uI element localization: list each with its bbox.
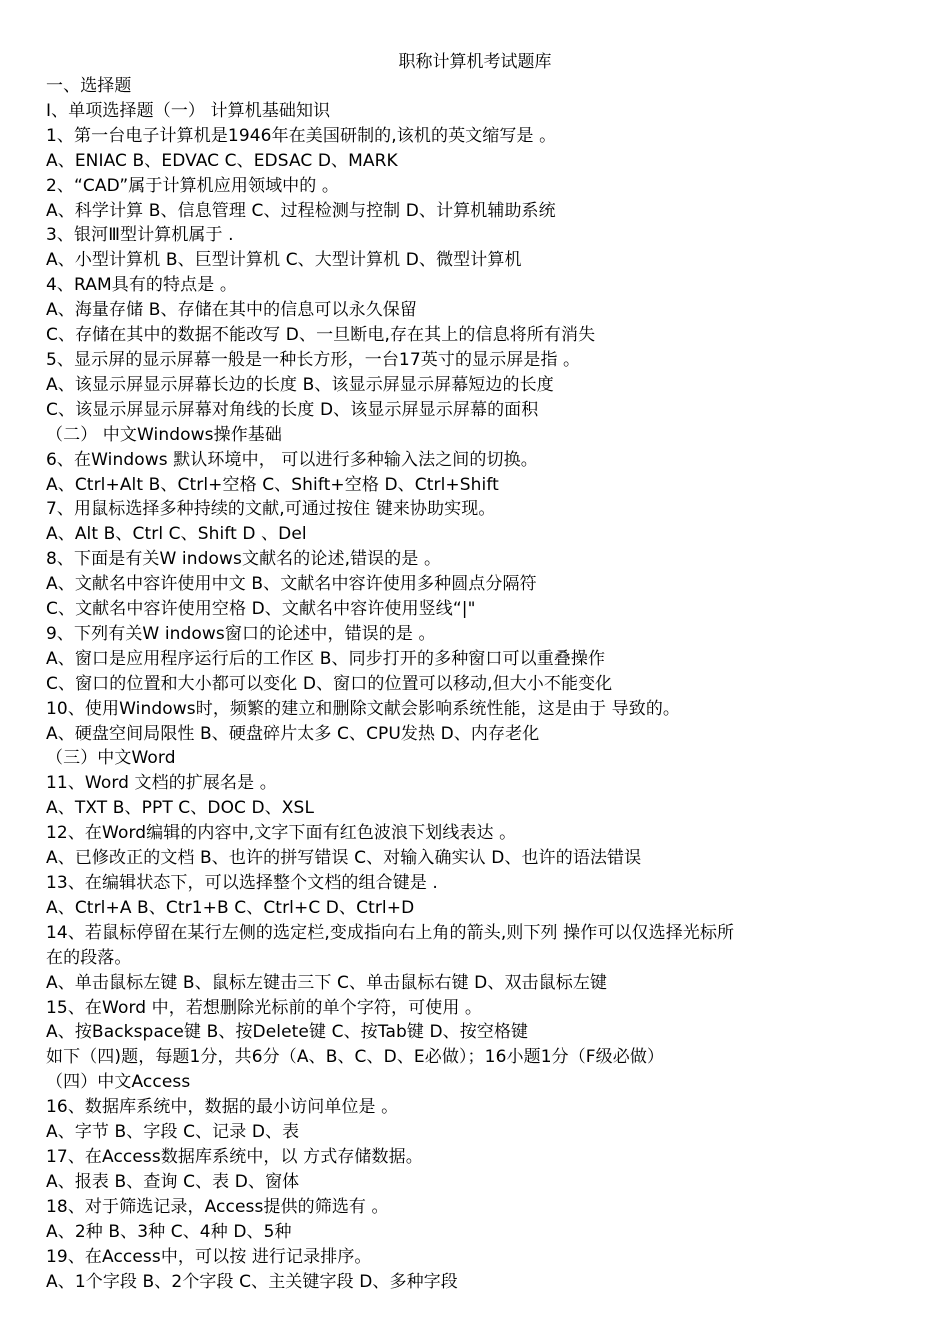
text-line: A、文献名中容许使用中文 B、文献名中容许使用多种圆点分隔符 — [46, 574, 537, 595]
text-line: A、字节 B、字段 C、记录 D、表 — [46, 1122, 300, 1143]
text-line: C、该显示屏显示屏幕对角线的长度 D、该显示屏显示屏幕的面积 — [46, 399, 539, 420]
text-line: 7、用鼠标选择多种持续的文献,可通过按住 键来协助实现。 — [46, 499, 496, 520]
text-line: Ⅰ、单项选择题（一） 计算机基础知识 — [46, 100, 331, 121]
text-line: A、窗口是应用程序运行后的工作区 B、同步打开的多种窗口可以重叠操作 — [46, 648, 606, 669]
text-line: A、Ctrl+A B、Ctr1+B C、Ctrl+C D、Ctrl+D — [46, 897, 415, 918]
text-line: 5、显示屏的显示屏幕一般是一种长方形，一台17英寸的显示屏是指 。 — [46, 349, 581, 370]
text-line: 11、Word 文档的扩展名是 。 — [46, 773, 277, 794]
text-line: A、单击鼠标左键 B、鼠标左键击三下 C、单击鼠标右键 D、双击鼠标左键 — [46, 972, 608, 993]
text-line: A、硬盘空间局限性 B、硬盘碎片太多 C、CPU发热 D、内存老化 — [46, 723, 540, 744]
text-line: 在的段落。 — [46, 947, 132, 968]
text-line: 一、选择题 — [46, 76, 132, 96]
text-line: 6、在Windows 默认环境中， 可以进行多种输入法之间的切换。 — [46, 449, 538, 470]
text-line: （四）中文Access — [46, 1072, 191, 1093]
text-line: （三）中文Word — [46, 748, 176, 769]
text-line: A、海量存储 B、存储在其中的信息可以永久保留 — [46, 300, 417, 321]
text-line: C、存储在其中的数据不能改写 D、一旦断电,存在其上的信息将所有消失 — [46, 325, 596, 346]
text-line: A、按Backspace键 B、按Delete键 C、按Tab键 D、按空格键 — [46, 1022, 529, 1043]
text-line: 13、在编辑状态下，可以选择整个文档的组合键是 . — [46, 873, 438, 893]
text-line: 3、银河Ⅲ型计算机属于 . — [46, 225, 234, 246]
document-title: 职称计算机考试题库 — [398, 52, 552, 72]
text-line: 8、下面是有关W indows文献名的论述,错误的是 。 — [46, 549, 442, 570]
text-line: A、Ctrl+Alt B、Ctrl+空格 C、Shift+空格 D、Ctrl+Shift — [46, 474, 499, 495]
text-line: C、窗口的位置和大小都可以变化 D、窗口的位置可以移动,但大小不能变化 — [46, 673, 613, 694]
text-line: A、1个字段 B、2个字段 C、主关键字段 D、多种字段 — [46, 1271, 458, 1292]
text-line: 12、在Word编辑的内容中,文字下面有红色波浪下划线表达 。 — [46, 823, 517, 844]
text-line: 18、对于筛选记录，Access提供的筛选有 。 — [46, 1196, 389, 1217]
text-line: 1、第一台电子计算机是1946年在美国研制的,该机的英文缩写是 。 — [46, 125, 557, 146]
text-line: A、该显示屏显示屏幕长边的长度 B、该显示屏显示屏幕短边的长度 — [46, 374, 554, 395]
text-line: 17、在Access数据库系统中，以 方式存储数据。 — [46, 1146, 423, 1167]
text-line: 10、使用Windows时，频繁的建立和删除文献会影响系统性能，这是由于 导致的。 — [46, 698, 681, 719]
text-line: A、Alt B、Ctrl C、Shift D 、Del — [46, 524, 307, 545]
text-line: C、文献名中容许使用空格 D、文献名中容许使用竖线“|" — [46, 599, 476, 620]
text-line: A、报表 B、查询 C、表 D、窗体 — [46, 1171, 300, 1192]
text-line: A、小型计算机 B、巨型计算机 C、大型计算机 D、微型计算机 — [46, 250, 522, 271]
text-line: 4、RAM具有的特点是 。 — [46, 275, 237, 296]
document-body — [46, 74, 926, 1294]
text-line: 15、在Word 中，若想删除光标前的单个字符，可使用 。 — [46, 997, 483, 1018]
text-line: A、已修改正的文档 B、也许的拼写错误 C、对输入确实认 D、也许的语法错误 — [46, 848, 642, 869]
text-line: A、科学计算 B、信息管理 C、过程检测与控制 D、计算机辅助系统 — [46, 200, 556, 221]
text-line: A、ENIAC B、EDVAC C、EDSAC D、MARK — [46, 150, 398, 171]
text-line: 9、下列有关W indows窗口的论述中，错误的是 。 — [46, 623, 436, 644]
text-line: A、2种 B、3种 C、4种 D、5种 — [46, 1221, 292, 1242]
text-line: 16、数据库系统中，数据的最小访问单位是 。 — [46, 1097, 399, 1118]
text-line: A、TXT B、PPT C、DOC D、XSL — [46, 798, 315, 819]
text-line: 如下（四)题，每题1分，共6分（A、B、C、D、E必做）；16小题1分（F级必做） — [46, 1047, 665, 1068]
text-line: （二） 中文Windows操作基础 — [46, 424, 282, 445]
text-line: 19、在Access中，可以按 进行记录排序。 — [46, 1246, 372, 1267]
text-line: 14、若鼠标停留在某行左侧的选定栏,变成指向右上角的箭头,则下列 操作可以仅选择光标所 — [46, 922, 735, 943]
text-line: 2、“CAD”属于计算机应用领域中的 。 — [46, 175, 339, 196]
